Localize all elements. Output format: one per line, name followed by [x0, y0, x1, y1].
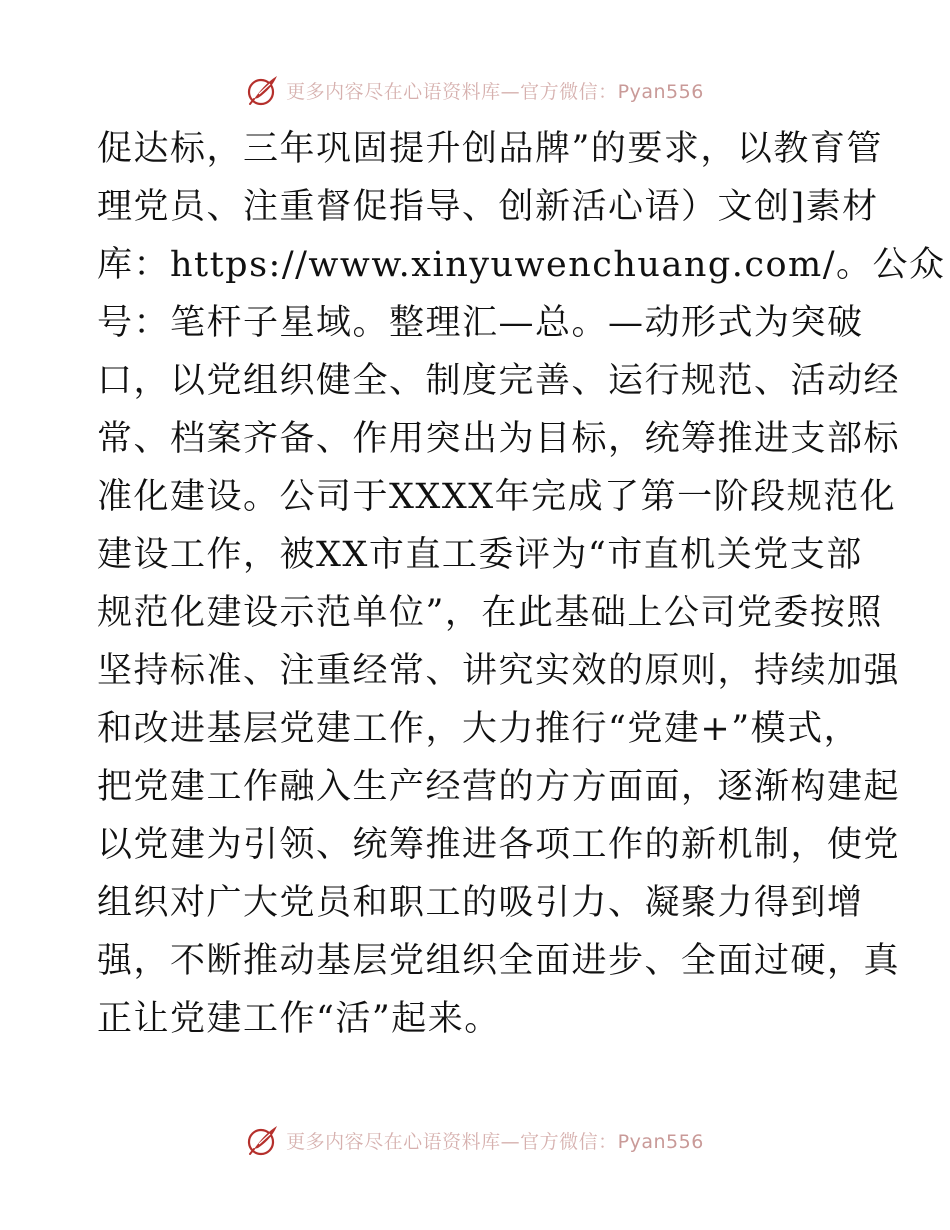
paragraph-line: 库：https://www.xinyuwenchuang.com/。公众 — [97, 245, 946, 285]
paragraph-line: 促达标，三年巩固提升创品牌”的要求，以教育管 — [97, 129, 883, 169]
header-banner — [0, 70, 950, 110]
paragraph-line: 坚持标准、注重经常、讲究实效的原则，持续加强 — [97, 651, 901, 691]
paragraph-line: 口，以党组织健全、制度完善、运行规范、活动经 — [97, 361, 901, 401]
footer-banner-contact: Pyan556 — [617, 1130, 704, 1153]
feather-pen-logo-icon — [246, 73, 280, 107]
paragraph-line: 常、档案齐备、作用突出为目标，统筹推进支部标 — [97, 419, 901, 459]
paragraph-line: 理党员、注重督促指导、创新活心语）文创]素材 — [97, 187, 879, 227]
footer-banner-label: 更多内容尽在心语资料库—官方微信： — [286, 1130, 618, 1153]
paragraph-line: 号：笔杆子星域。整理汇—总。—动形式为突破 — [97, 303, 864, 343]
paragraph-line: 正让党建工作“活”起来。 — [97, 999, 501, 1039]
paragraph-line: 准化建设。公司于XXXX年完成了第一阶段规范化 — [97, 477, 897, 517]
footer-banner-text — [286, 1127, 704, 1154]
feather-pen-logo-icon — [246, 1123, 280, 1157]
header-banner-label: 更多内容尽在心语资料库—官方微信： — [286, 80, 618, 103]
paragraph-line: 把党建工作融入生产经营的方方面面，逐渐构建起 — [97, 767, 901, 807]
header-banner-text — [286, 77, 704, 104]
paragraph-line: 规范化建设示范单位”，在此基础上公司党委按照 — [97, 593, 883, 633]
header-banner-contact: Pyan556 — [617, 80, 704, 103]
paragraph-line: 和改进基层党建工作，大力推行“党建+”模式， — [97, 709, 861, 749]
body-paragraph — [97, 120, 946, 1048]
paragraph-line: 组织对广大党员和职工的吸引力、凝聚力得到增 — [97, 883, 864, 923]
paragraph-line: 建设工作，被XX市直工委评为“市直机关党支部 — [97, 535, 863, 575]
paragraph-line: 强，不断推动基层党组织全面进步、全面过硬，真 — [97, 941, 901, 981]
footer-banner — [0, 1120, 950, 1160]
paragraph-line: 以党建为引领、统筹推进各项工作的新机制，使党 — [97, 825, 901, 865]
